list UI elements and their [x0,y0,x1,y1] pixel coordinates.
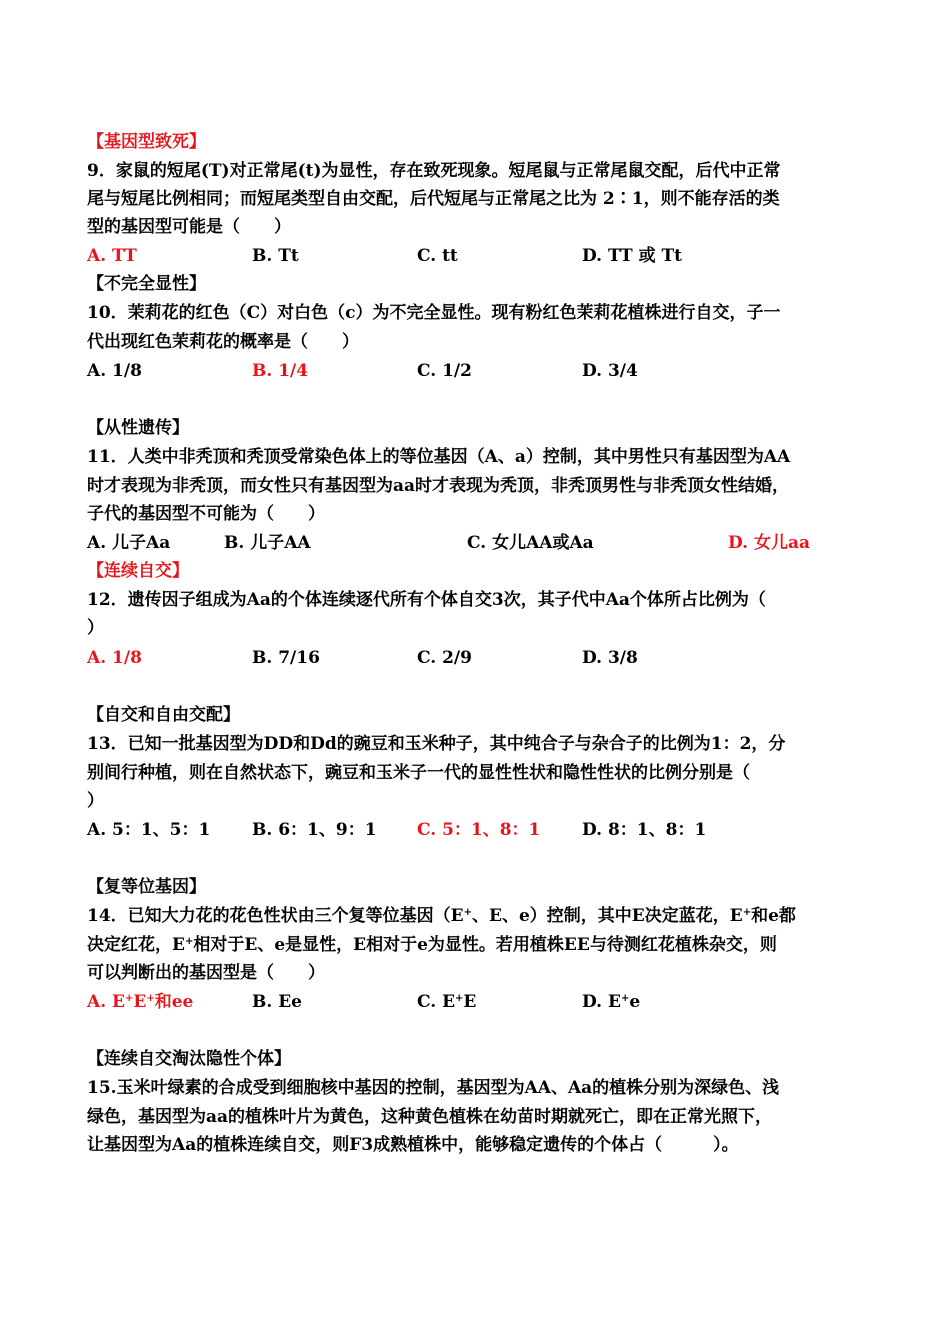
question-11-line-2: 时才表现为非秃顶，而女性只有基因型为aa时才表现为秃顶，非秃顶男性与非秃顶女性结婚， [87,476,790,496]
question-9-line-1: 9．家鼠的短尾(T)对正常尾(t)为显性，存在致死现象。短尾鼠与正常尾鼠交配，后代中正常 [87,161,781,181]
question-13-option-c: C. 5：1、8：1 [417,820,541,840]
question-9-option-d: D. TT 或 Tt [582,246,683,266]
question-9-line-3: 型的基因型可能是（ ） [87,217,291,237]
question-9-option-b: B. Tt [252,246,299,266]
question-14-option-a: A. E+E+和ee [87,992,194,1012]
question-11-line-1: 11．人类中非秃顶和秃顶受常染色体上的等位基因（A、a）控制，其中男性只有基因型为AA [87,447,791,467]
question-9-option-a: A. TT [87,246,137,266]
section-heading-incomplete-dominance: 【不完全显性】 [87,274,206,294]
question-13-line-3: ） [87,791,104,811]
question-11-option-a: A. 儿子Aa [87,533,171,553]
question-10-option-b: B. 1/4 [252,361,309,381]
question-10-line-1: 10．茉莉花的红色（C）对白色（c）为不完全显性。现有粉红色茉莉花植株进行自交，子一 [87,303,781,323]
section-heading-multiple-alleles: 【复等位基因】 [87,877,206,897]
section-heading-selfing-eliminating-recessive: 【连续自交淘汰隐性个体】 [87,1049,291,1069]
question-9-option-c: C. tt [417,246,458,266]
question-15-line-2: 绿色，基因型为aa的植株叶片为黄色，这种黄色植株在幼苗时期就死亡，即在正常光照下， [87,1107,773,1127]
section-heading-lethal-genotype: 【基因型致死】 [87,132,206,152]
question-13-option-d: D. 8：1、8：1 [582,820,707,840]
question-13-line-1: 13．已知一批基因型为DD和Dd的豌豆和玉米种子，其中纯合子与杂合子的比例为1：2，分 [87,734,786,754]
question-11-option-b: B. 儿子AA [224,533,311,553]
section-heading-continuous-selfing: 【连续自交】 [87,561,189,581]
question-14-option-d: D. E+e [582,992,641,1012]
section-heading-selfing-and-random-mating: 【自交和自由交配】 [87,705,240,725]
question-15-line-3: 让基因型为Aa的植株连续自交，则F3成熟植株中，能够稳定遗传的个体占（ ）。 [87,1135,739,1155]
question-11-line-3: 子代的基因型不可能为（ ） [87,504,325,524]
question-14-line-3: 可以判断出的基因型是（ ） [87,963,325,983]
question-13-option-b: B. 6：1、9：1 [252,820,377,840]
question-9-line-2: 尾与短尾比例相同；而短尾类型自由交配，后代短尾与正常尾之比为 2∶1，则不能存活的类 [87,189,780,209]
question-13-line-2: 别间行种植，则在自然状态下，豌豆和玉米子一代的显性性状和隐性性状的比例分别是（ [87,763,750,783]
question-13-option-a: A. 5：1、5：1 [87,820,211,840]
question-14-option-c: C. E+E [417,992,477,1012]
question-11-option-d: D. 女儿aa [728,533,811,553]
question-12-option-a: A. 1/8 [87,648,142,668]
question-14-line-1: 14．已知大力花的花色性状由三个复等位基因（E+、E、e）控制，其中E决定蓝花，E+和e都 [87,906,796,926]
question-12-option-b: B. 7/16 [252,648,320,668]
question-10-option-c: C. 1/2 [417,361,472,381]
question-12-line-2: ） [87,618,104,638]
question-15-line-1: 15.玉米叶绿素的合成受到细胞核中基因的控制，基因型为AA、Aa的植株分别为深绿色、浅 [87,1078,780,1098]
question-10-option-d: D. 3/4 [582,361,638,381]
question-11-option-c: C. 女儿AA或Aa [467,533,594,553]
question-12-option-d: D. 3/8 [582,648,638,668]
question-10-line-2: 代出现红色茉莉花的概率是（ ） [87,332,359,352]
question-10-option-a: A. 1/8 [87,361,142,381]
question-14-option-b: B. Ee [252,992,302,1012]
section-heading-sex-influenced: 【从性遗传】 [87,418,189,438]
question-14-line-2: 决定红花，E+相对于E、e是显性，E相对于e为显性。若用植株EE与待测红花植株杂交，则 [87,935,777,955]
question-12-option-c: C. 2/9 [417,648,472,668]
question-12-line-1: 12．遗传因子组成为Aa的个体连续逐代所有个体自交3次，其子代中Aa个体所占比例为（ [87,590,766,610]
